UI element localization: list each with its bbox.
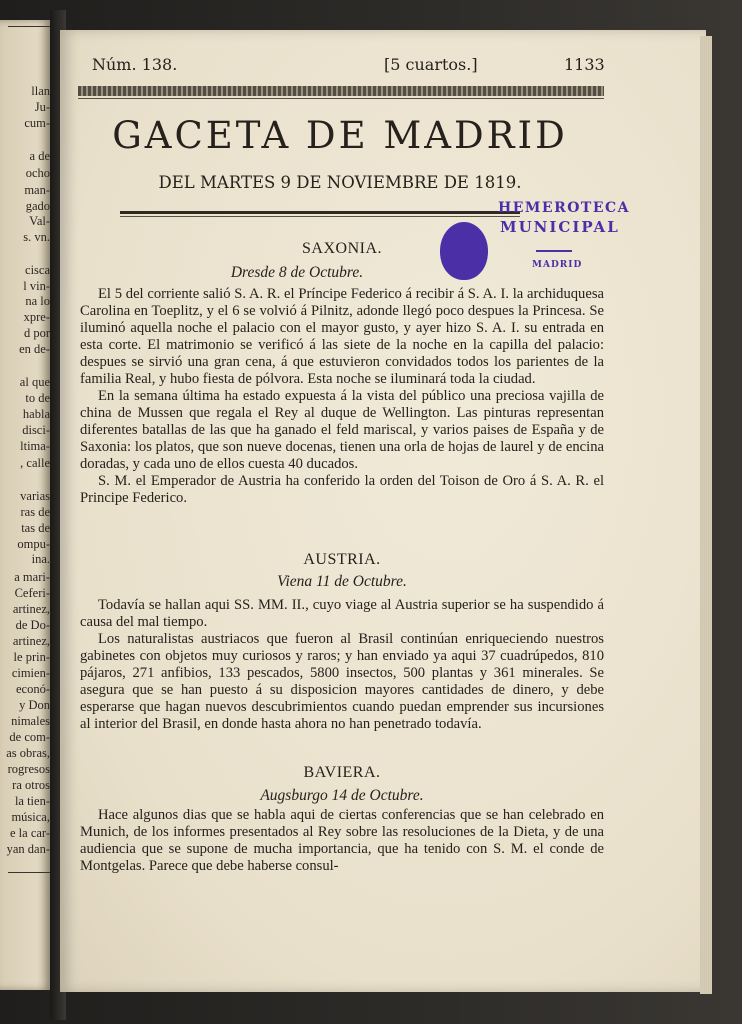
left-page-line: ina. <box>31 552 50 566</box>
section-dateline: Dresde 8 de Octubre. <box>230 264 364 281</box>
left-page-line: de com- <box>9 730 50 744</box>
left-page-line: de Do- <box>15 618 50 632</box>
left-page-line: disci- <box>22 423 50 437</box>
stamp-line-3: MADRID <box>532 260 583 270</box>
section-saxonia <box>80 240 604 507</box>
left-page-line: ltima- <box>20 439 50 453</box>
left-page-line: yan dan- <box>6 842 50 856</box>
left-page-line: tas de <box>21 521 50 535</box>
left-page-line: l vin- <box>23 279 50 293</box>
left-page-line: al que <box>19 375 50 389</box>
section-body <box>80 597 604 733</box>
left-page-line: llan <box>31 84 50 98</box>
left-page-line: Ju- <box>34 100 50 114</box>
section-body <box>80 286 604 507</box>
stamp-line-2: MUNICIPAL <box>500 218 620 236</box>
left-page-line: artinez, <box>12 602 50 616</box>
left-page-line: xpre- <box>23 310 50 324</box>
left-page-line: Val- <box>29 214 50 228</box>
left-page-line: en de- <box>19 342 50 356</box>
left-page-line: na lo <box>25 294 50 308</box>
left-page-line: s. vn. <box>23 230 50 244</box>
section-baviera <box>80 764 604 875</box>
page-header <box>92 55 605 75</box>
left-page-line: gado <box>25 199 50 213</box>
issue-dateline: DEL MARTES 9 DE NOVIEMBRE DE 1819. <box>158 173 522 192</box>
section-title: AUSTRIA. <box>303 551 381 568</box>
section-title: BAVIERA. <box>303 764 381 781</box>
left-page-line: música, <box>11 810 50 824</box>
left-page-line: a mari- <box>14 570 50 584</box>
left-page-line: d por <box>23 326 50 340</box>
issue-price: [5 cuartos.] <box>384 55 478 74</box>
left-page-line: artinez, <box>12 634 50 648</box>
section-body <box>80 807 604 875</box>
paragraph: S. M. el Emperador de Austria ha conferido la orden del Toison de Oro á S. A. R. el Principe Federico. <box>80 473 604 506</box>
left-page-line: nimales <box>11 714 50 728</box>
left-page-line: cum- <box>24 116 50 130</box>
left-page-line: econó- <box>15 682 50 696</box>
section-dateline: Viena 11 de Octubre. <box>277 573 407 590</box>
left-page-rule <box>8 872 52 873</box>
paragraph: El 5 del corriente salió S. A. R. el Príncipe Federico á recibir á S. A. I. la archiduquesa Carolina en Toeplitz, y el 6 se volvió á Pilnitz, adonde llegó poco despues la Princesa. Se iluminó aquella noche el palacio con el mayor gusto, y ayer hizo S. A. I. su entrada en esta corte. El matrimonio se verificó á las siete de la noche en la capilla del palacio: despues se sirvió una gran cena, á que estuvieron convidados todos los parientes de la familia Real, y hubo fiesta de pólvora. Esta noche se iluminará toda la ciudad. <box>80 286 604 387</box>
left-page-line: ompu- <box>17 537 50 551</box>
decorative-rule <box>78 86 604 96</box>
left-page-line: habla <box>22 407 50 421</box>
left-page-line: as obras, <box>6 746 50 760</box>
section-title: SAXONIA. <box>302 240 382 257</box>
left-page-line: cisca <box>25 263 50 277</box>
masthead-title: GACETA DE MADRID <box>112 114 568 157</box>
section-dateline: Augsburgo 14 de Octubre. <box>260 787 424 804</box>
left-page-line: cimien- <box>11 666 50 680</box>
section-austria <box>80 551 604 733</box>
left-page-line: , calle <box>20 456 50 470</box>
left-page-line: y Don <box>19 698 50 712</box>
paragraph: Los naturalistas austriacos que fueron al Brasil continúan enriqueciendo nuestros gabinetes con objetos muy curiosos y raros; y han enviado ya aqui 37 cuadrúpedos, 810 pájaros, 271 anfibios, 133 pescados, 5800 insectos, 500 plantas y 361 minerales. Se asegura que se han puesto á su disposicion mayores cantidades de dinero, y debe esperarse que hagan nuevos descubrimientos cuando puedan emprender sus incursiones al interior del Brasil, en donde hasta ahora no han penetrado todavía. <box>80 631 604 732</box>
paragraph: Hace algunos dias que se habla aqui de ciertas conferencias que se han celebrado en Munich, de los informes presentados al Rey sobre las resoluciones de la Dieta, y de una audiencia que se supone de mucha importancia, que ha tenido con S. M. el conde de Montgelas. Parece que debe haberse consul- <box>80 807 604 874</box>
left-page-line: Ceferi- <box>14 586 50 600</box>
left-adjacent-page <box>0 20 52 990</box>
paragraph: En la semana última ha estado expuesta á la vista del público una preciosa vajilla de china de Mussen que regala el Rey al duque de Wellington. Las pinturas representan diferentes batallas de las que ha ganado el feld mariscal, y varios paises de España y de Saxonia: los platos, que son nueve docenas, tienen una orla de hojas de laurel y de encina doradas, y cada uno de ellos cuesta 40 ducados. <box>80 388 604 472</box>
left-page-line: ocho <box>25 166 50 180</box>
issue-number: Núm. 138. <box>92 55 178 74</box>
left-page-line: rogresos <box>7 762 50 776</box>
stamp-line-1: HEMEROTECA <box>498 200 630 216</box>
left-page-line: la tien- <box>14 794 50 808</box>
left-page-line: le prin- <box>13 650 50 664</box>
left-page-line: ra otros <box>12 778 50 792</box>
left-page-line: man- <box>24 183 50 197</box>
page-edge <box>700 36 712 994</box>
left-page-rule <box>8 26 52 27</box>
left-page-line: varias <box>20 489 50 503</box>
paragraph: Todavía se hallan aqui SS. MM. II., cuyo viage al Austria superior se ha suspendido á causa del mal tiempo. <box>80 597 604 630</box>
left-page-line: ras de <box>20 505 50 519</box>
left-page-line: to de <box>25 391 50 405</box>
left-page-line: a de <box>29 149 50 163</box>
left-page-line: e la car- <box>10 826 50 840</box>
page-number: 1133 <box>564 55 605 74</box>
